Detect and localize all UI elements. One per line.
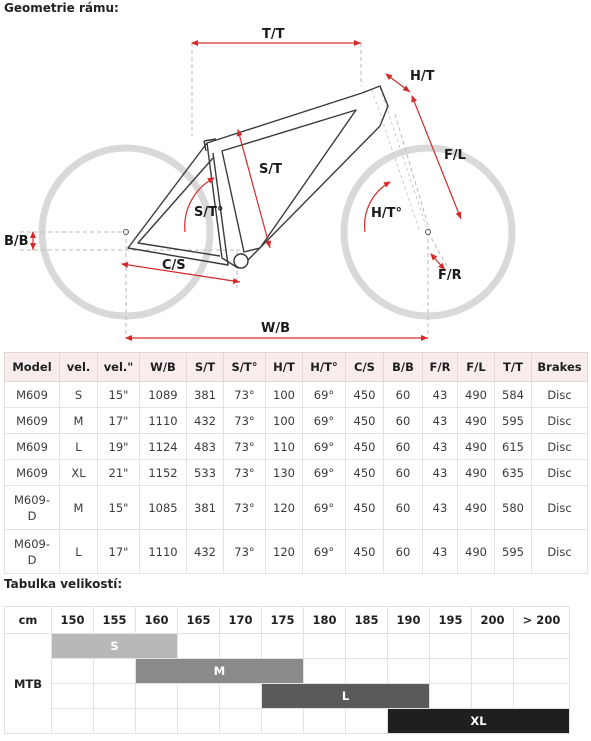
empty-cell [262,634,304,659]
geometry-value-cell: 60 [384,382,423,408]
geometry-header-cell: S/T° [224,353,266,382]
height-header-cell: 160 [136,607,178,634]
geometry-table [4,352,588,574]
geometry-value-cell: XL [60,460,98,486]
bb-label: B/B [4,234,29,249]
geometry-value-cell: Disc [532,382,588,408]
size-bar-s: S [52,634,178,659]
height-header-cell: 170 [220,607,262,634]
size-bar-xl: XL [388,709,570,734]
geometry-header-cell: F/R [423,353,458,382]
geometry-value-cell: 43 [423,460,458,486]
geometry-value-cell: 73° [224,408,266,434]
empty-cell [94,684,136,709]
geometry-value-cell: 490 [458,486,495,530]
geometry-value-cell: 450 [346,382,384,408]
model-cell: M609 [5,434,60,460]
bike-frame [128,86,388,268]
size-row [5,684,570,709]
cs-label: C/S [162,258,186,273]
geometry-value-cell: L [60,434,98,460]
geometry-value-cell: 1152 [140,460,187,486]
geometry-value-cell: 120 [266,486,303,530]
height-header-cell: 190 [388,607,430,634]
empty-cell [52,684,94,709]
geometry-table-row [5,530,588,574]
st-angle-label: S/T° [194,205,224,220]
size-row [5,634,570,659]
model-cell: M609 [5,460,60,486]
geometry-value-cell: 450 [346,434,384,460]
height-header-cell: 155 [94,607,136,634]
geometry-header-cell: vel. [60,353,98,382]
geometry-value-cell: Disc [532,530,588,574]
empty-cell [178,634,220,659]
ht-dimension [386,74,410,92]
size-chart-header [5,607,570,634]
geometry-value-cell: 120 [266,530,303,574]
geometry-value-cell: 73° [224,530,266,574]
geometry-value-cell: 635 [495,460,532,486]
unit-header: cm [5,607,52,634]
geometry-value-cell: 43 [423,408,458,434]
geometry-table-row [5,434,588,460]
bottom-bracket-shell [234,254,248,268]
geometry-value-cell: 69° [303,530,346,574]
model-cell: M609- D [5,486,60,530]
geometry-value-cell: 490 [458,460,495,486]
geometry-value-cell: 490 [458,434,495,460]
empty-cell [430,659,472,684]
geometry-value-cell: Disc [532,460,588,486]
geometry-value-cell: 595 [495,408,532,434]
geometry-value-cell: 69° [303,486,346,530]
geometry-header-cell: vel." [98,353,140,382]
empty-cell [346,634,388,659]
geometry-value-cell: 15" [98,382,140,408]
geometry-value-cell: 110 [266,434,303,460]
empty-cell [136,709,178,734]
empty-cell [472,684,514,709]
size-bar-l: L [262,684,430,709]
size-bar-m: M [136,659,304,684]
geometry-value-cell: 73° [224,382,266,408]
height-header-cell: 165 [178,607,220,634]
geometry-value-cell: 60 [384,486,423,530]
geometry-value-cell: 1089 [140,382,187,408]
geometry-value-cell: 580 [495,486,532,530]
empty-cell [178,709,220,734]
size-chart-title: Tabulka velikostí: [4,577,123,591]
empty-cell [304,634,346,659]
empty-cell [178,684,220,709]
empty-cell [220,709,262,734]
model-cell: M609 [5,408,60,434]
empty-cell [220,634,262,659]
geometry-value-cell: 60 [384,408,423,434]
frame-geometry-diagram [0,18,591,348]
geometry-value-cell: 450 [346,460,384,486]
geometry-value-cell: 615 [495,434,532,460]
height-header-cell: 175 [262,607,304,634]
st-dimension [238,130,270,248]
empty-cell [514,659,570,684]
geometry-value-cell: M [60,486,98,530]
empty-cell [514,684,570,709]
empty-cell [52,709,94,734]
empty-cell [346,709,388,734]
geometry-value-cell: 69° [303,408,346,434]
geometry-value-cell: 73° [224,434,266,460]
model-cell: M609 [5,382,60,408]
geometry-value-cell: 100 [266,382,303,408]
geometry-value-cell: 43 [423,382,458,408]
geometry-value-cell: 490 [458,382,495,408]
empty-cell [304,659,346,684]
geometry-value-cell: 432 [187,530,224,574]
geometry-value-cell: 19" [98,434,140,460]
geometry-value-cell: S [60,382,98,408]
geometry-value-cell: L [60,530,98,574]
geometry-value-cell: 17" [98,408,140,434]
height-header-cell: 180 [304,607,346,634]
geometry-table-row [5,408,588,434]
geometry-value-cell: 130 [266,460,303,486]
empty-cell [388,659,430,684]
geometry-value-cell: 43 [423,530,458,574]
geometry-value-cell: 60 [384,530,423,574]
geometry-value-cell: 490 [458,530,495,574]
geometry-value-cell: 43 [423,486,458,530]
size-row [5,659,570,684]
geometry-value-cell: Disc [532,434,588,460]
geometry-value-cell: 450 [346,530,384,574]
empty-cell [262,709,304,734]
geometry-header-cell: Brakes [532,353,588,382]
front-axle [426,230,431,235]
empty-cell [220,684,262,709]
geometry-value-cell: 69° [303,382,346,408]
geometry-value-cell: 1085 [140,486,187,530]
fl-label: F/L [444,148,466,163]
size-chart-table [4,606,570,734]
geometry-value-cell: 21" [98,460,140,486]
height-header-cell: 185 [346,607,388,634]
empty-cell [52,659,94,684]
ht-label: H/T [410,69,435,84]
height-header-cell: 200 [472,607,514,634]
empty-cell [472,659,514,684]
geometry-value-cell: 60 [384,434,423,460]
ht-angle-label: H/T° [371,206,402,221]
geometry-value-cell: 69° [303,434,346,460]
empty-cell [430,634,472,659]
geometry-header-cell: H/T [266,353,303,382]
geometry-header-cell: H/T° [303,353,346,382]
empty-cell [304,709,346,734]
geometry-header-cell: W/B [140,353,187,382]
empty-cell [94,659,136,684]
height-header-cell: 150 [52,607,94,634]
geometry-value-cell: 100 [266,408,303,434]
geometry-header-cell: C/S [346,353,384,382]
empty-cell [388,634,430,659]
geometry-value-cell: 483 [187,434,224,460]
geometry-value-cell: 1110 [140,408,187,434]
model-cell: M609- D [5,530,60,574]
height-header-cell: > 200 [514,607,570,634]
empty-cell [94,709,136,734]
geometry-table-row [5,486,588,530]
geometry-header-cell: T/T [495,353,532,382]
fr-label: F/R [438,268,462,283]
geometry-value-cell: 17" [98,530,140,574]
empty-cell [514,634,570,659]
empty-cell [346,659,388,684]
geometry-value-cell: 73° [224,486,266,530]
height-header-cell: 195 [430,607,472,634]
geometry-value-cell: 490 [458,408,495,434]
geometry-header-cell: S/T [187,353,224,382]
tt-label: T/T [262,27,285,42]
geometry-value-cell: 43 [423,434,458,460]
geometry-value-cell: 381 [187,486,224,530]
category-label: MTB [5,634,52,734]
geometry-value-cell: 584 [495,382,532,408]
geometry-value-cell: 15" [98,486,140,530]
empty-cell [136,684,178,709]
geometry-table-header [5,353,588,382]
geometry-value-cell: M [60,408,98,434]
st-label: S/T [259,162,282,177]
geometry-value-cell: 533 [187,460,224,486]
empty-cell [472,634,514,659]
size-row [5,709,570,734]
geometry-title: Geometrie rámu: [4,1,119,15]
geometry-value-cell: 60 [384,460,423,486]
geometry-value-cell: 69° [303,460,346,486]
empty-cell [430,684,472,709]
geometry-header-cell: F/L [458,353,495,382]
geometry-value-cell: 381 [187,382,224,408]
geometry-value-cell: 1110 [140,530,187,574]
wb-label: W/B [261,321,290,336]
geometry-value-cell: 595 [495,530,532,574]
geometry-value-cell: Disc [532,408,588,434]
rear-axle [124,230,129,235]
geometry-value-cell: 1124 [140,434,187,460]
geometry-value-cell: 432 [187,408,224,434]
geometry-header-cell: Model [5,353,60,382]
geometry-table-row [5,460,588,486]
geometry-header-cell: B/B [384,353,423,382]
geometry-value-cell: 73° [224,460,266,486]
geometry-table-row [5,382,588,408]
geometry-value-cell: 450 [346,408,384,434]
geometry-value-cell: Disc [532,486,588,530]
geometry-value-cell: 450 [346,486,384,530]
